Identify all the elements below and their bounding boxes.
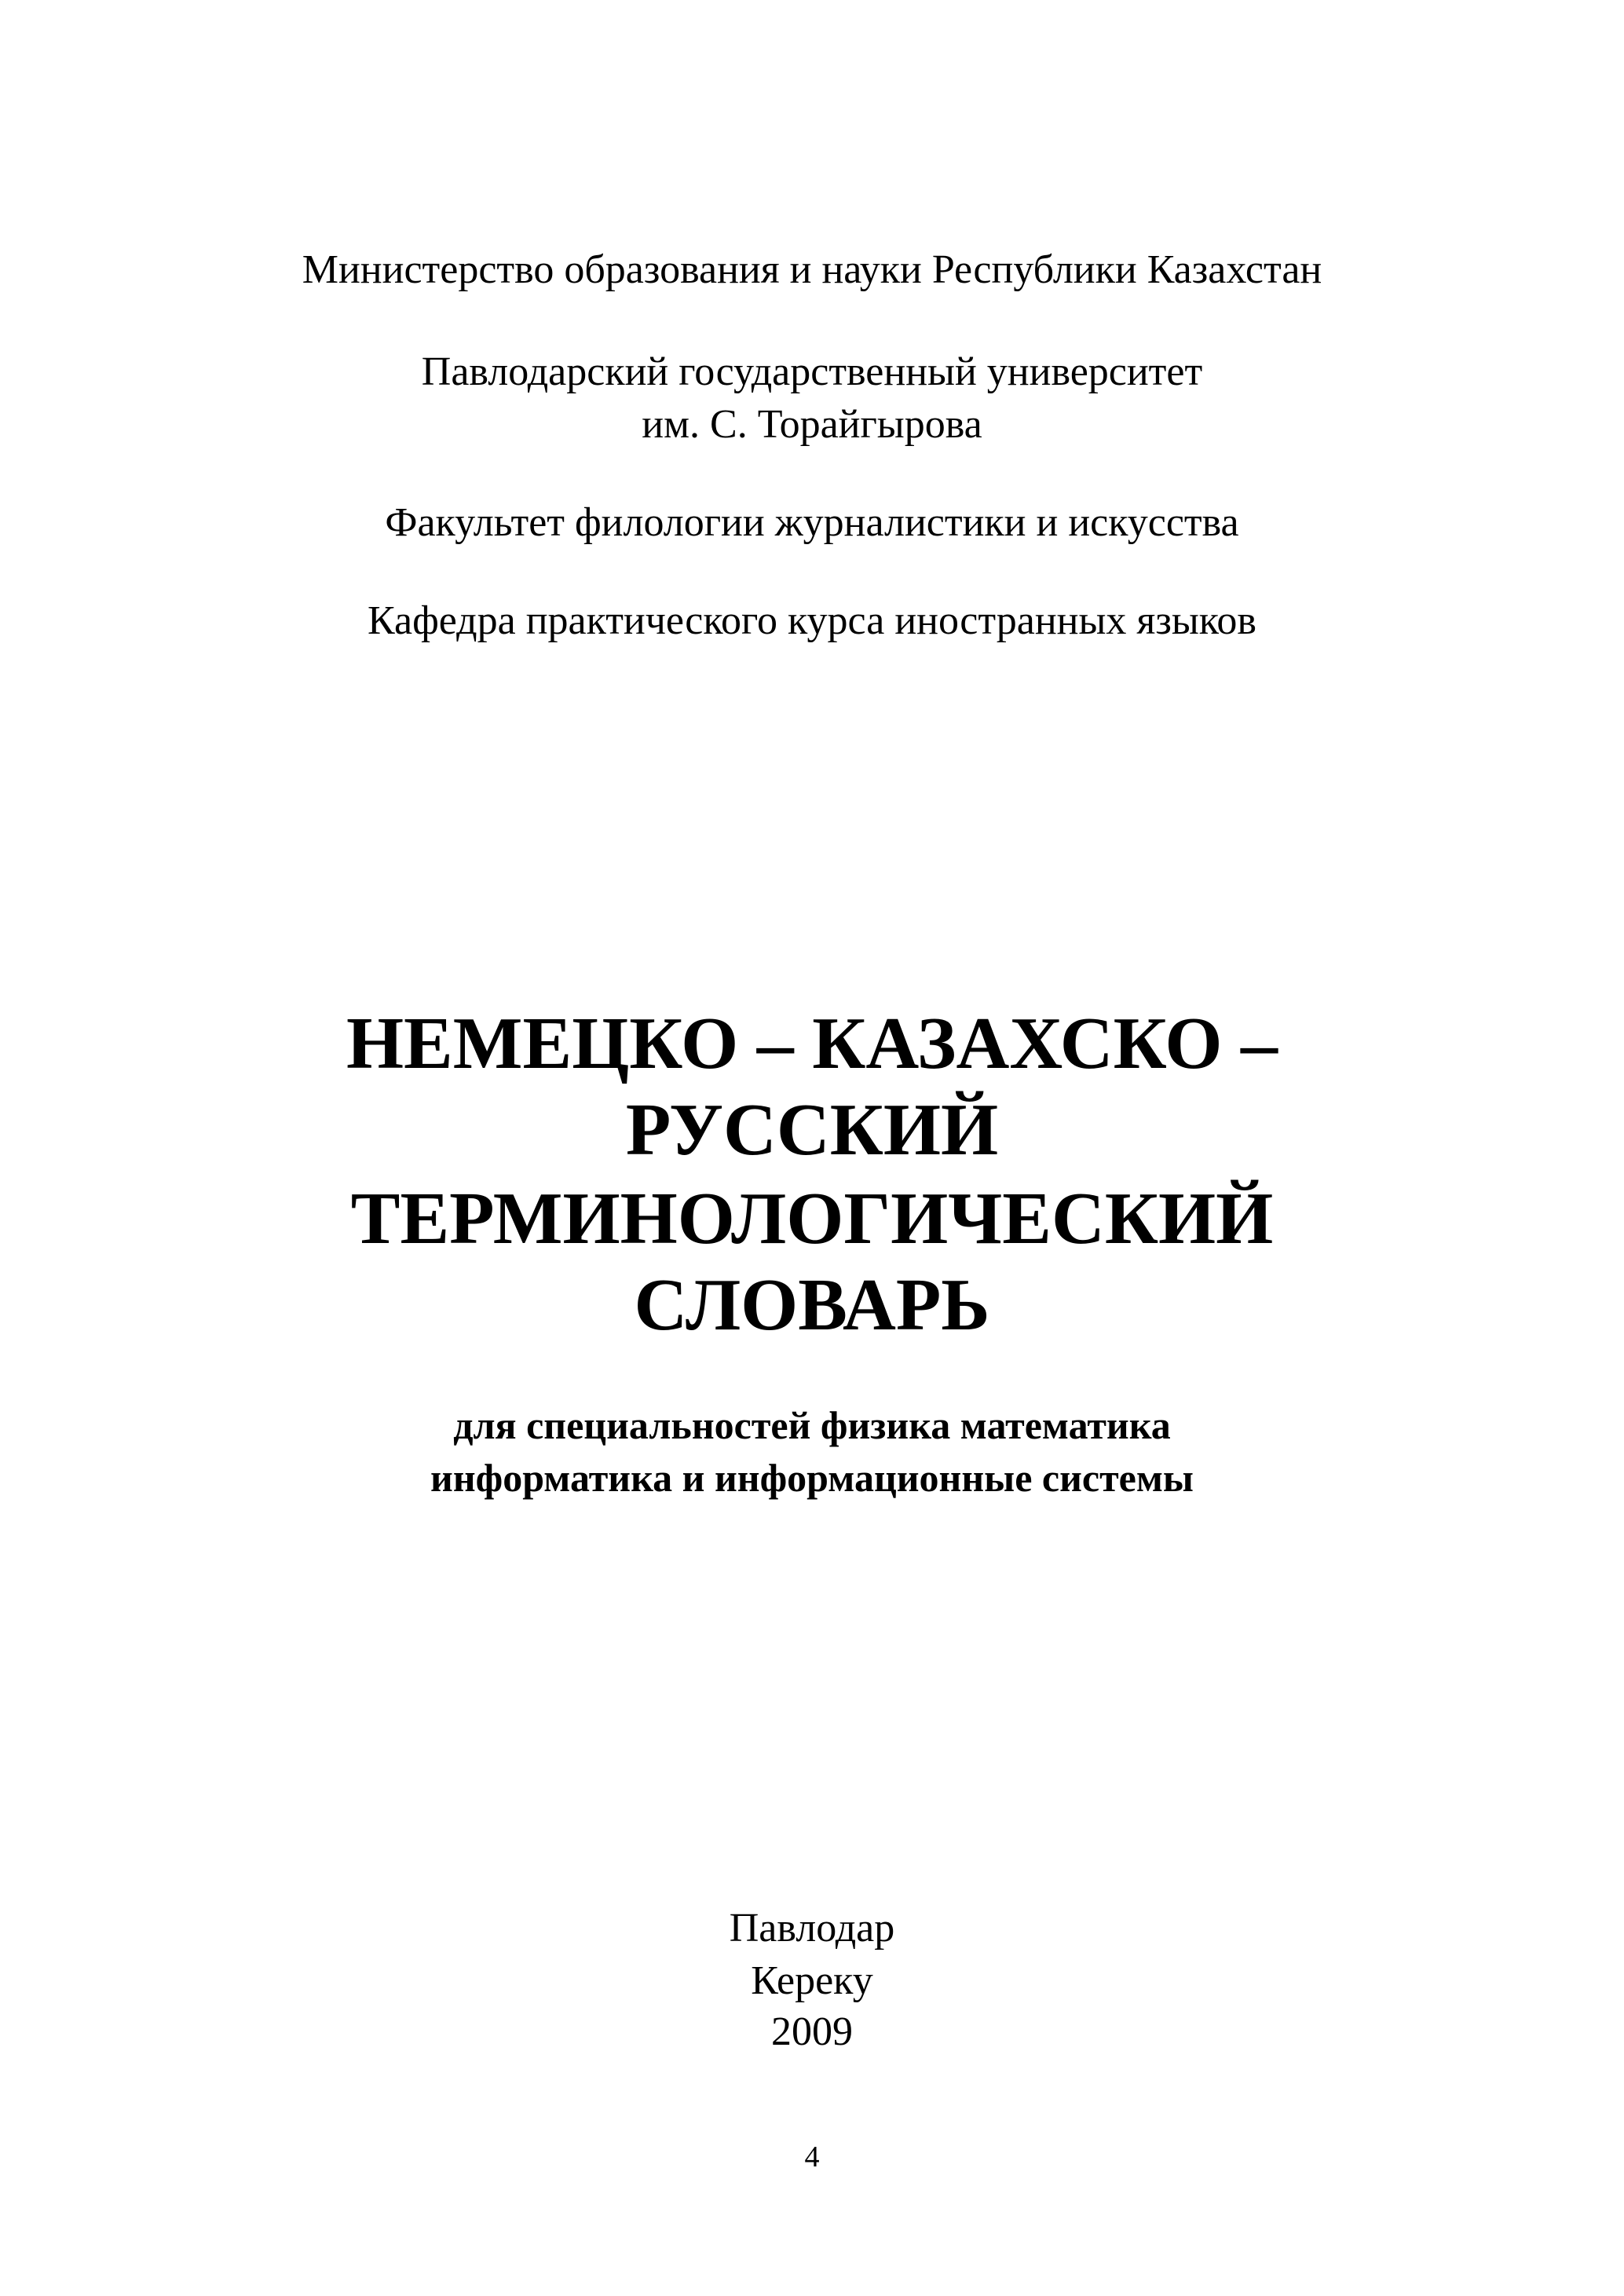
ministry-line: Министерство образования и науки Республики Казахстан bbox=[302, 247, 1322, 292]
title-line-3: ТЕРМИНОЛОГИЧЕСКИЙ bbox=[350, 1178, 1274, 1260]
page-number: 4 bbox=[804, 2141, 820, 2174]
subtitle-line-1: для специальностей физика математика bbox=[453, 1403, 1171, 1447]
university-name-line: им. С. Торайгырова bbox=[642, 402, 982, 447]
title-line-2: РУССКИЙ bbox=[625, 1089, 999, 1171]
imprint-year: 2009 bbox=[771, 2009, 853, 2054]
imprint-city: Павлодар bbox=[729, 1906, 895, 1951]
subtitle-line-2: информатика и информационные системы bbox=[430, 1456, 1194, 1500]
department-line: Кафедра практического курса иностранных языков bbox=[368, 598, 1256, 643]
imprint-publisher: Кереку bbox=[751, 1958, 873, 2003]
faculty-line: Факультет филологии журналистики и искусства bbox=[385, 500, 1239, 545]
title-line-1: НЕМЕЦКО – КАЗАХСКО – bbox=[346, 1003, 1278, 1084]
title-line-4: СЛОВАРЬ bbox=[634, 1264, 990, 1346]
university-line: Павлодарский государственный университет bbox=[421, 349, 1203, 394]
